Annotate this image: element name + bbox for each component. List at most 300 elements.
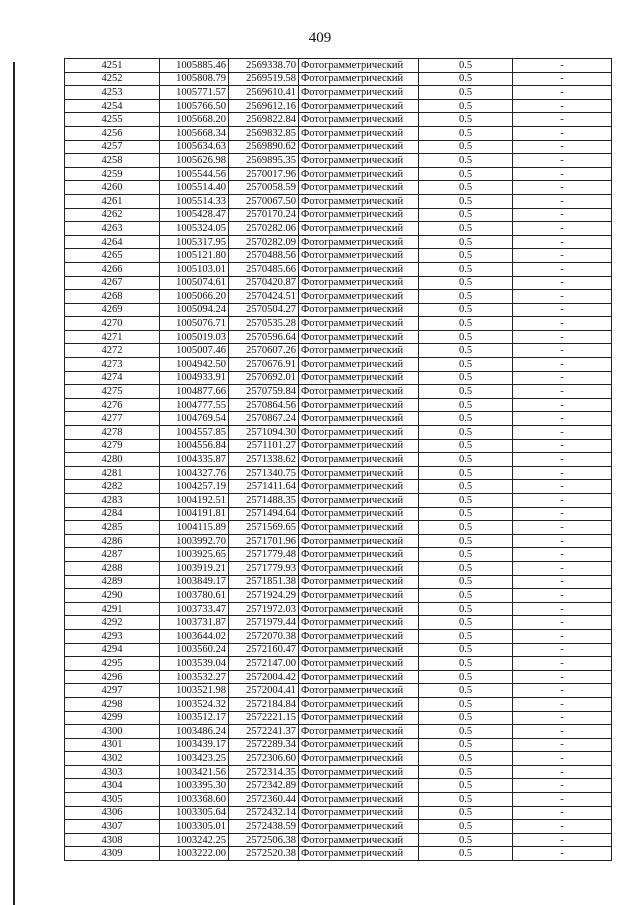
accuracy-cell: 0.5 [419, 398, 513, 412]
accuracy-cell: 0.5 [419, 806, 513, 820]
method-cell: Фотограмметрический [299, 820, 419, 834]
dash-cell: - [513, 779, 612, 793]
method-cell: Фотограмметрический [299, 616, 419, 630]
dash-cell: - [513, 154, 612, 168]
table-row [65, 561, 612, 575]
x-coordinate-cell: 1004192.51 [160, 494, 229, 508]
point-number-cell: 4290 [65, 589, 160, 603]
table-row [65, 548, 612, 562]
method-cell: Фотограмметрический [299, 290, 419, 304]
x-coordinate-cell: 1004335.87 [160, 453, 229, 467]
accuracy-cell: 0.5 [419, 697, 513, 711]
accuracy-cell: 0.5 [419, 249, 513, 263]
accuracy-cell: 0.5 [419, 847, 513, 861]
table-row [65, 72, 612, 86]
y-coordinate-cell: 2571488.35 [229, 494, 299, 508]
dash-cell: - [513, 385, 612, 399]
point-number-cell: 4280 [65, 453, 160, 467]
accuracy-cell: 0.5 [419, 317, 513, 331]
y-coordinate-cell: 2570485.66 [229, 262, 299, 276]
point-number-cell: 4270 [65, 317, 160, 331]
table-row [65, 59, 612, 73]
y-coordinate-cell: 2570607.26 [229, 344, 299, 358]
table-row [65, 779, 612, 793]
x-coordinate-cell: 1005074.61 [160, 276, 229, 290]
x-coordinate-cell: 1003524.32 [160, 697, 229, 711]
table-row [65, 344, 612, 358]
method-cell: Фотограмметрический [299, 126, 419, 140]
y-coordinate-cell: 2570596.64 [229, 330, 299, 344]
y-coordinate-cell: 2572520.38 [229, 847, 299, 861]
point-number-cell: 4302 [65, 752, 160, 766]
y-coordinate-cell: 2571338.62 [229, 453, 299, 467]
method-cell: Фотограмметрический [299, 833, 419, 847]
table-row [65, 711, 612, 725]
point-number-cell: 4256 [65, 126, 160, 140]
dash-cell: - [513, 426, 612, 440]
y-coordinate-cell: 2569822.84 [229, 113, 299, 127]
table-row [65, 820, 612, 834]
x-coordinate-cell: 1004877.66 [160, 385, 229, 399]
point-number-cell: 4304 [65, 779, 160, 793]
method-cell: Фотограмметрический [299, 561, 419, 575]
table-row [65, 358, 612, 372]
table-row [65, 371, 612, 385]
point-number-cell: 4292 [65, 616, 160, 630]
x-coordinate-cell: 1005317.95 [160, 235, 229, 249]
y-coordinate-cell: 2570420.87 [229, 276, 299, 290]
dash-cell: - [513, 847, 612, 861]
x-coordinate-cell: 1005885.46 [160, 59, 229, 73]
method-cell: Фотограмметрический [299, 59, 419, 73]
point-number-cell: 4286 [65, 534, 160, 548]
point-number-cell: 4305 [65, 793, 160, 807]
y-coordinate-cell: 2571701.96 [229, 534, 299, 548]
dash-cell: - [513, 480, 612, 494]
method-cell: Фотограмметрический [299, 575, 419, 589]
dash-cell: - [513, 494, 612, 508]
accuracy-cell: 0.5 [419, 303, 513, 317]
dash-cell: - [513, 317, 612, 331]
point-number-cell: 4277 [65, 412, 160, 426]
point-number-cell: 4283 [65, 494, 160, 508]
dash-cell: - [513, 72, 612, 86]
method-cell: Фотограмметрический [299, 480, 419, 494]
table-row [65, 99, 612, 113]
table-row [65, 385, 612, 399]
accuracy-cell: 0.5 [419, 167, 513, 181]
point-number-cell: 4255 [65, 113, 160, 127]
point-number-cell: 4303 [65, 765, 160, 779]
dash-cell: - [513, 820, 612, 834]
point-number-cell: 4284 [65, 507, 160, 521]
accuracy-cell: 0.5 [419, 643, 513, 657]
y-coordinate-cell: 2569890.62 [229, 140, 299, 154]
dash-cell: - [513, 181, 612, 195]
accuracy-cell: 0.5 [419, 86, 513, 100]
method-cell: Фотограмметрический [299, 154, 419, 168]
table-row [65, 833, 612, 847]
method-cell: Фотограмметрический [299, 765, 419, 779]
point-number-cell: 4287 [65, 548, 160, 562]
x-coordinate-cell: 1003560.24 [160, 643, 229, 657]
x-coordinate-cell: 1003305.64 [160, 806, 229, 820]
accuracy-cell: 0.5 [419, 616, 513, 630]
accuracy-cell: 0.5 [419, 521, 513, 535]
accuracy-cell: 0.5 [419, 344, 513, 358]
point-number-cell: 4278 [65, 426, 160, 440]
point-number-cell: 4271 [65, 330, 160, 344]
point-number-cell: 4297 [65, 684, 160, 698]
method-cell: Фотограмметрический [299, 793, 419, 807]
accuracy-cell: 0.5 [419, 752, 513, 766]
x-coordinate-cell: 1003395.30 [160, 779, 229, 793]
accuracy-cell: 0.5 [419, 629, 513, 643]
y-coordinate-cell: 2570692.01 [229, 371, 299, 385]
x-coordinate-cell: 1005103.01 [160, 262, 229, 276]
x-coordinate-cell: 1004191.81 [160, 507, 229, 521]
table-row [65, 426, 612, 440]
table-row [65, 793, 612, 807]
point-number-cell: 4259 [65, 167, 160, 181]
y-coordinate-cell: 2571494.64 [229, 507, 299, 521]
method-cell: Фотограмметрический [299, 344, 419, 358]
dash-cell: - [513, 194, 612, 208]
x-coordinate-cell: 1005324.05 [160, 222, 229, 236]
accuracy-cell: 0.5 [419, 126, 513, 140]
x-coordinate-cell: 1003439.17 [160, 738, 229, 752]
y-coordinate-cell: 2572241.37 [229, 725, 299, 739]
x-coordinate-cell: 1004556.84 [160, 439, 229, 453]
y-coordinate-cell: 2571924.29 [229, 589, 299, 603]
method-cell: Фотограмметрический [299, 453, 419, 467]
table-row [65, 453, 612, 467]
y-coordinate-cell: 2570504.27 [229, 303, 299, 317]
dash-cell: - [513, 684, 612, 698]
x-coordinate-cell: 1003512.17 [160, 711, 229, 725]
x-coordinate-cell: 1005668.20 [160, 113, 229, 127]
y-coordinate-cell: 2570017.96 [229, 167, 299, 181]
accuracy-cell: 0.5 [419, 235, 513, 249]
y-coordinate-cell: 2570676.91 [229, 358, 299, 372]
accuracy-cell: 0.5 [419, 194, 513, 208]
method-cell: Фотограмметрический [299, 521, 419, 535]
x-coordinate-cell: 1003242.25 [160, 833, 229, 847]
accuracy-cell: 0.5 [419, 439, 513, 453]
method-cell: Фотограмметрический [299, 684, 419, 698]
dash-cell: - [513, 222, 612, 236]
table-row [65, 398, 612, 412]
dash-cell: - [513, 806, 612, 820]
accuracy-cell: 0.5 [419, 426, 513, 440]
x-coordinate-cell: 1003222.00 [160, 847, 229, 861]
point-number-cell: 4294 [65, 643, 160, 657]
x-coordinate-cell: 1005514.40 [160, 181, 229, 195]
method-cell: Фотограмметрический [299, 194, 419, 208]
point-number-cell: 4275 [65, 385, 160, 399]
x-coordinate-cell: 1003731.87 [160, 616, 229, 630]
dash-cell: - [513, 330, 612, 344]
dash-cell: - [513, 725, 612, 739]
method-cell: Фотограмметрический [299, 86, 419, 100]
y-coordinate-cell: 2571851.38 [229, 575, 299, 589]
y-coordinate-cell: 2571411.64 [229, 480, 299, 494]
method-cell: Фотограмметрический [299, 589, 419, 603]
point-number-cell: 4252 [65, 72, 160, 86]
table-row [65, 494, 612, 508]
table-row [65, 480, 612, 494]
x-coordinate-cell: 1005766.50 [160, 99, 229, 113]
accuracy-cell: 0.5 [419, 371, 513, 385]
table-row [65, 616, 612, 630]
method-cell: Фотограмметрический [299, 249, 419, 263]
accuracy-cell: 0.5 [419, 262, 513, 276]
table-row [65, 317, 612, 331]
point-number-cell: 4289 [65, 575, 160, 589]
y-coordinate-cell: 2569612.16 [229, 99, 299, 113]
accuracy-cell: 0.5 [419, 181, 513, 195]
accuracy-cell: 0.5 [419, 602, 513, 616]
table-row [65, 330, 612, 344]
method-cell: Фотограмметрический [299, 303, 419, 317]
method-cell: Фотограмметрический [299, 72, 419, 86]
point-number-cell: 4254 [65, 99, 160, 113]
table-row [65, 167, 612, 181]
method-cell: Фотограмметрический [299, 99, 419, 113]
point-number-cell: 4267 [65, 276, 160, 290]
accuracy-cell: 0.5 [419, 466, 513, 480]
dash-cell: - [513, 262, 612, 276]
y-coordinate-cell: 2571979.44 [229, 616, 299, 630]
y-coordinate-cell: 2572432.14 [229, 806, 299, 820]
x-coordinate-cell: 1005428.47 [160, 208, 229, 222]
accuracy-cell: 0.5 [419, 561, 513, 575]
point-number-cell: 4264 [65, 235, 160, 249]
point-number-cell: 4262 [65, 208, 160, 222]
accuracy-cell: 0.5 [419, 412, 513, 426]
table-row [65, 276, 612, 290]
y-coordinate-cell: 2572342.89 [229, 779, 299, 793]
point-number-cell: 4263 [65, 222, 160, 236]
method-cell: Фотограмметрический [299, 426, 419, 440]
dash-cell: - [513, 276, 612, 290]
y-coordinate-cell: 2570864.56 [229, 398, 299, 412]
dash-cell: - [513, 657, 612, 671]
accuracy-cell: 0.5 [419, 725, 513, 739]
dash-cell: - [513, 208, 612, 222]
point-number-cell: 4298 [65, 697, 160, 711]
method-cell: Фотограмметрический [299, 208, 419, 222]
point-number-cell: 4282 [65, 480, 160, 494]
point-number-cell: 4293 [65, 629, 160, 643]
dash-cell: - [513, 670, 612, 684]
point-number-cell: 4276 [65, 398, 160, 412]
dash-cell: - [513, 561, 612, 575]
accuracy-cell: 0.5 [419, 548, 513, 562]
point-number-cell: 4291 [65, 602, 160, 616]
x-coordinate-cell: 1003486.24 [160, 725, 229, 739]
x-coordinate-cell: 1005076.71 [160, 317, 229, 331]
method-cell: Фотограмметрический [299, 806, 419, 820]
accuracy-cell: 0.5 [419, 507, 513, 521]
dash-cell: - [513, 738, 612, 752]
y-coordinate-cell: 2570067.50 [229, 194, 299, 208]
method-cell: Фотограмметрический [299, 398, 419, 412]
dash-cell: - [513, 629, 612, 643]
dash-cell: - [513, 711, 612, 725]
dash-cell: - [513, 616, 612, 630]
x-coordinate-cell: 1004257.19 [160, 480, 229, 494]
dash-cell: - [513, 113, 612, 127]
x-coordinate-cell: 1004115.89 [160, 521, 229, 535]
x-coordinate-cell: 1003532.27 [160, 670, 229, 684]
table-row [65, 249, 612, 263]
table-row [65, 657, 612, 671]
dash-cell: - [513, 643, 612, 657]
y-coordinate-cell: 2572070.38 [229, 629, 299, 643]
accuracy-cell: 0.5 [419, 589, 513, 603]
dash-cell: - [513, 371, 612, 385]
y-coordinate-cell: 2572506.38 [229, 833, 299, 847]
method-cell: Фотограмметрический [299, 629, 419, 643]
table-row [65, 521, 612, 535]
dash-cell: - [513, 344, 612, 358]
x-coordinate-cell: 1004942.50 [160, 358, 229, 372]
accuracy-cell: 0.5 [419, 711, 513, 725]
dash-cell: - [513, 235, 612, 249]
method-cell: Фотограмметрический [299, 330, 419, 344]
method-cell: Фотограмметрический [299, 113, 419, 127]
dash-cell: - [513, 833, 612, 847]
x-coordinate-cell: 1005808.79 [160, 72, 229, 86]
x-coordinate-cell: 1005121.80 [160, 249, 229, 263]
x-coordinate-cell: 1004327.76 [160, 466, 229, 480]
accuracy-cell: 0.5 [419, 657, 513, 671]
table-row [65, 752, 612, 766]
dash-cell: - [513, 697, 612, 711]
method-cell: Фотограмметрический [299, 847, 419, 861]
method-cell: Фотограмметрический [299, 222, 419, 236]
table-row [65, 126, 612, 140]
method-cell: Фотограмметрический [299, 534, 419, 548]
accuracy-cell: 0.5 [419, 330, 513, 344]
x-coordinate-cell: 1003925.65 [160, 548, 229, 562]
accuracy-cell: 0.5 [419, 140, 513, 154]
y-coordinate-cell: 2570170.24 [229, 208, 299, 222]
y-coordinate-cell: 2569895.35 [229, 154, 299, 168]
y-coordinate-cell: 2571101.27 [229, 439, 299, 453]
dash-cell: - [513, 86, 612, 100]
dash-cell: - [513, 412, 612, 426]
method-cell: Фотограмметрический [299, 167, 419, 181]
table-row [65, 154, 612, 168]
dash-cell: - [513, 126, 612, 140]
method-cell: Фотограмметрический [299, 752, 419, 766]
dash-cell: - [513, 358, 612, 372]
accuracy-cell: 0.5 [419, 208, 513, 222]
method-cell: Фотограмметрический [299, 371, 419, 385]
y-coordinate-cell: 2572004.41 [229, 684, 299, 698]
method-cell: Фотограмметрический [299, 235, 419, 249]
dash-cell: - [513, 752, 612, 766]
y-coordinate-cell: 2571569.65 [229, 521, 299, 535]
y-coordinate-cell: 2572438.59 [229, 820, 299, 834]
x-coordinate-cell: 1005668.34 [160, 126, 229, 140]
accuracy-cell: 0.5 [419, 765, 513, 779]
y-coordinate-cell: 2572160.47 [229, 643, 299, 657]
x-coordinate-cell: 1003644.02 [160, 629, 229, 643]
x-coordinate-cell: 1003919.21 [160, 561, 229, 575]
y-coordinate-cell: 2570424.51 [229, 290, 299, 304]
x-coordinate-cell: 1003992.70 [160, 534, 229, 548]
dash-cell: - [513, 793, 612, 807]
point-number-cell: 4272 [65, 344, 160, 358]
accuracy-cell: 0.5 [419, 670, 513, 684]
x-coordinate-cell: 1005626.98 [160, 154, 229, 168]
dash-cell: - [513, 290, 612, 304]
method-cell: Фотограмметрический [299, 494, 419, 508]
table-row [65, 670, 612, 684]
point-number-cell: 4285 [65, 521, 160, 535]
x-coordinate-cell: 1003368.60 [160, 793, 229, 807]
method-cell: Фотограмметрический [299, 697, 419, 711]
method-cell: Фотограмметрический [299, 548, 419, 562]
method-cell: Фотограмметрический [299, 507, 419, 521]
table-row [65, 412, 612, 426]
table-row [65, 684, 612, 698]
point-number-cell: 4260 [65, 181, 160, 195]
dash-cell: - [513, 507, 612, 521]
accuracy-cell: 0.5 [419, 385, 513, 399]
table-row [65, 602, 612, 616]
table-row [65, 738, 612, 752]
dash-cell: - [513, 249, 612, 263]
method-cell: Фотограмметрический [299, 439, 419, 453]
y-coordinate-cell: 2571779.93 [229, 561, 299, 575]
x-coordinate-cell: 1004769.54 [160, 412, 229, 426]
x-coordinate-cell: 1004933.91 [160, 371, 229, 385]
method-cell: Фотограмметрический [299, 181, 419, 195]
y-coordinate-cell: 2570282.06 [229, 222, 299, 236]
coordinates-table [64, 58, 612, 861]
x-coordinate-cell: 1003305.01 [160, 820, 229, 834]
y-coordinate-cell: 2570759.84 [229, 385, 299, 399]
point-number-cell: 4301 [65, 738, 160, 752]
x-coordinate-cell: 1003521.98 [160, 684, 229, 698]
y-coordinate-cell: 2572004.42 [229, 670, 299, 684]
table-row [65, 222, 612, 236]
x-coordinate-cell: 1005771.57 [160, 86, 229, 100]
dash-cell: - [513, 575, 612, 589]
x-coordinate-cell: 1003421.56 [160, 765, 229, 779]
table-row [65, 725, 612, 739]
accuracy-cell: 0.5 [419, 793, 513, 807]
point-number-cell: 4265 [65, 249, 160, 263]
y-coordinate-cell: 2572221.15 [229, 711, 299, 725]
table-row [65, 86, 612, 100]
x-coordinate-cell: 1005544.56 [160, 167, 229, 181]
y-coordinate-cell: 2571972.03 [229, 602, 299, 616]
dash-cell: - [513, 99, 612, 113]
dash-cell: - [513, 398, 612, 412]
y-coordinate-cell: 2571340.75 [229, 466, 299, 480]
y-coordinate-cell: 2572184.84 [229, 697, 299, 711]
point-number-cell: 4273 [65, 358, 160, 372]
table-row [65, 181, 612, 195]
point-number-cell: 4307 [65, 820, 160, 834]
y-coordinate-cell: 2569610.41 [229, 86, 299, 100]
accuracy-cell: 0.5 [419, 494, 513, 508]
